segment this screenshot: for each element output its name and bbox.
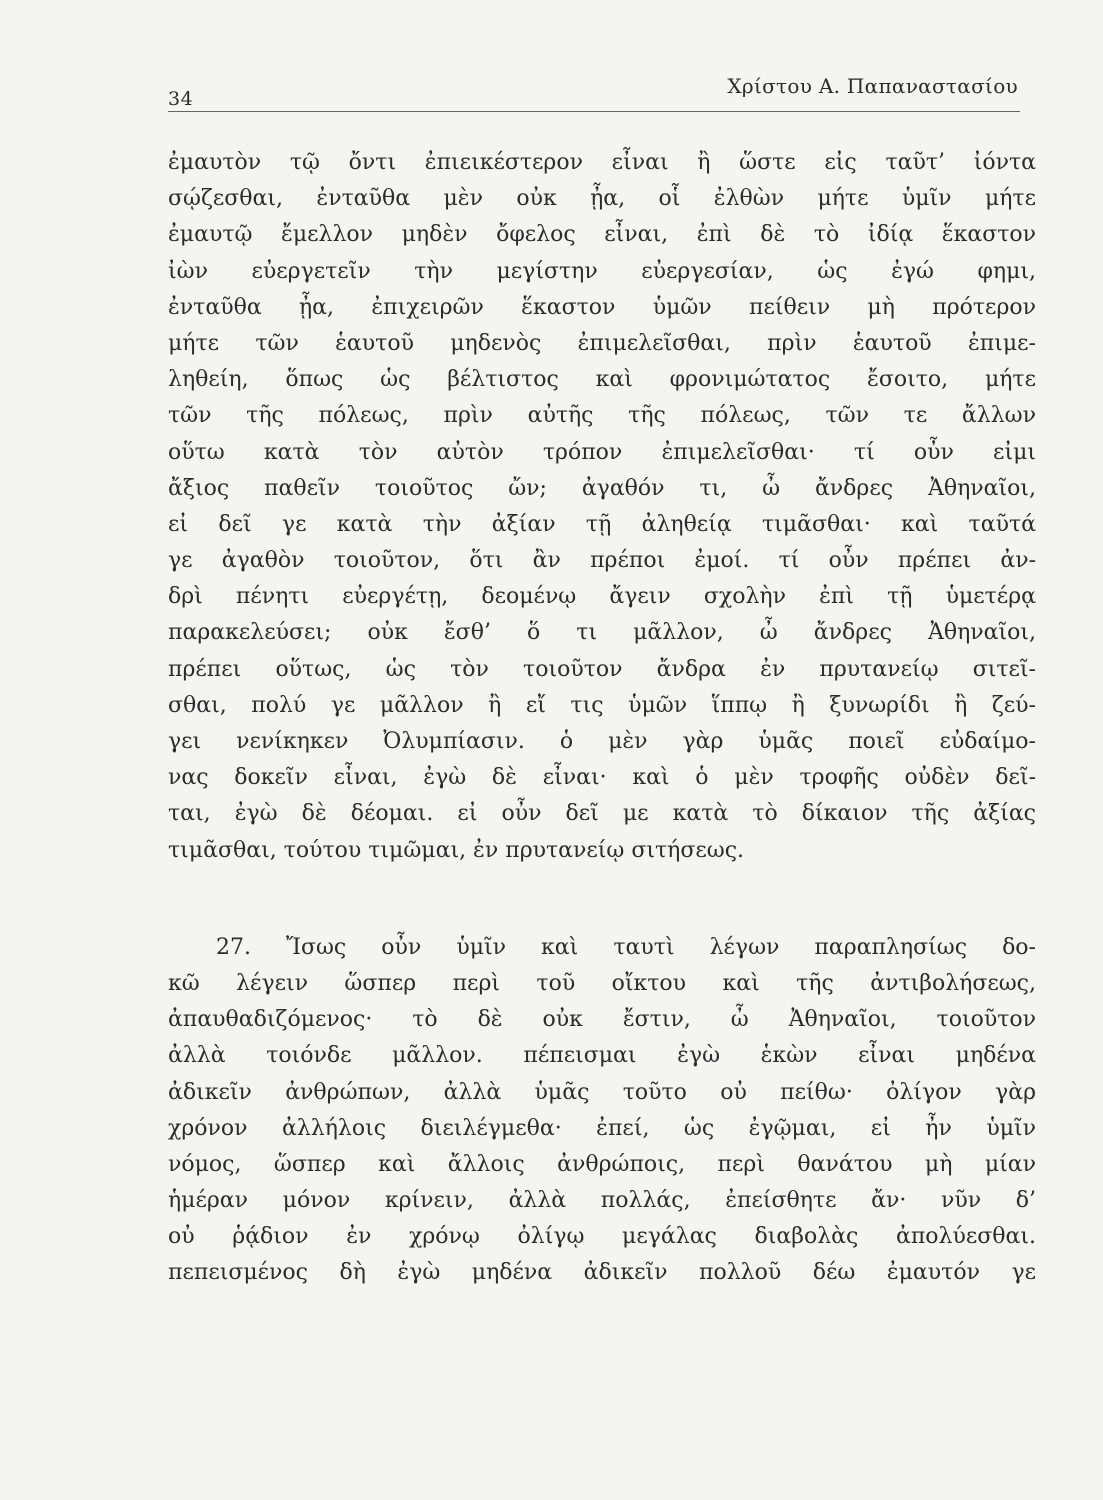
text-line: οὕτω κατὰ τὸν αὐτὸν τρόπον ἐπιμελεῖσθαι· τί οὖν εἰμι	[168, 439, 1036, 465]
text-line: ἀδικεῖν ἀνθρώπων, ἀλλὰ ὑμᾶς τοῦτο οὐ πείθω· ὀλίγον γὰρ	[168, 1079, 1036, 1105]
text-line: χρόνον ἀλλήλοις διειλέγμεθα· ἐπεί, ὡς ἐγῷμαι, εἰ ἦν ὑμῖν	[168, 1115, 1036, 1141]
text-line: γει νενίκηκεν Ὀλυμπίασιν. ὁ μὲν γὰρ ὑμᾶς ποιεῖ εὐδαίμο-	[168, 729, 1036, 754]
text-line: ἀπαυθαδιζόμενος· τὸ δὲ οὐκ ἔστιν, ὦ Ἀθηναῖοι, τοιοῦτον	[168, 1007, 1036, 1033]
running-title: Χρίστου Α. Παπαναστασίου	[727, 74, 1018, 98]
text-line: πεπεισμένος δὴ ἐγὼ μηδένα ἀδικεῖν πολλοῦ δέω ἐμαυτόν γε	[168, 1260, 1036, 1286]
text-line: 27. Ἴσως οὖν ὑμῖν καὶ ταυτὶ λέγων παραπλησίως δο-	[216, 934, 1036, 960]
text-line: τιμᾶσθαι, τούτου τιμῶμαι, ἐν πρυτανείῳ σιτήσεως.	[168, 837, 745, 863]
text-line: κῶ λέγειν ὥσπερ περὶ τοῦ οἴκτου καὶ τῆς ἀντιβολήσεως,	[168, 970, 1036, 996]
text-line: ἡμέραν μόνον κρίνειν, ἀλλὰ πολλάς, ἐπείσθητε ἄν· νῦν δ’	[168, 1188, 1036, 1214]
page-header	[168, 68, 1040, 108]
text-line: νόμος, ὥσπερ καὶ ἄλλοις ἀνθρώποις, περὶ θανάτου μὴ μίαν	[168, 1151, 1036, 1177]
text-line: μήτε τῶν ἑαυτοῦ μηδενὸς ἐπιμελεῖσθαι, πρὶν ἑαυτοῦ ἐπιμε-	[168, 330, 1036, 356]
text-line: πρέπει οὕτως, ὡς τὸν τοιοῦτον ἄνδρα ἐν πρυτανείῳ σιτεῖ-	[168, 656, 1036, 682]
text-line: γε ἀγαθὸν τοιοῦτον, ὅτι ἂν πρέποι ἐμοί. τί οὖν πρέπει ἀν-	[168, 548, 1036, 574]
text-line: δρὶ πένητι εὐεργέτῃ, δεομένῳ ἄγειν σχολὴν ἐπὶ τῇ ὑμετέρᾳ	[168, 584, 1036, 610]
body-text	[168, 145, 1036, 1292]
header-rule	[168, 111, 1020, 112]
text-line: παρακελεύσει; οὐκ ἔσθ’ ὅ τι μᾶλλον, ὦ ἄνδρες Ἀθηναῖοι,	[168, 620, 1036, 646]
text-line: σθαι, πολύ γε μᾶλλον ἢ εἴ τις ὑμῶν ἵππῳ ἢ ξυνωρίδι ἢ ζεύ-	[168, 692, 1036, 718]
text-line: ἐμαυτὸν τῷ ὄντι ἐπιεικέστερον εἶναι ἢ ὥστε εἰς ταῦτ’ ἰόντα	[168, 150, 1036, 175]
text-line: σῴζεσθαι, ἐνταῦθα μὲν οὐκ ᾖα, οἷ ἐλθὼν μήτε ὑμῖν μήτε	[168, 186, 1036, 212]
text-line: οὐ ῥᾴδιον ἐν χρόνῳ ὀλίγῳ μεγάλας διαβολὰς ἀπολύεσθαι.	[168, 1224, 1036, 1250]
text-line: εἰ δεῖ γε κατὰ τὴν ἀξίαν τῇ ἀληθείᾳ τιμᾶσθαι· καὶ ταῦτά	[168, 511, 1036, 537]
page-number: 34	[168, 88, 194, 110]
text-line: τῶν τῆς πόλεως, πρὶν αὐτῆς τῆς πόλεως, τῶν τε ἄλλων	[168, 403, 1036, 429]
text-line: ἀλλὰ τοιόνδε μᾶλλον. πέπεισμαι ἐγὼ ἑκὼν εἶναι μηδένα	[168, 1043, 1036, 1069]
paragraph-1	[168, 145, 1036, 869]
paragraph-gap	[168, 869, 1036, 930]
paragraph-2	[168, 930, 1036, 1292]
text-line: ληθείη, ὅπως ὡς βέλτιστος καὶ φρονιμώτατος ἔσοιτο, μήτε	[168, 367, 1036, 393]
text-line: ἐμαυτῷ ἔμελλον μηδὲν ὄφελος εἶναι, ἐπὶ δὲ τὸ ἰδίᾳ ἕκαστον	[168, 222, 1036, 248]
text-line: ἐνταῦθα ᾖα, ἐπιχειρῶν ἕκαστον ὑμῶν πείθειν μὴ πρότερον	[168, 294, 1036, 320]
text-line: ἄξιος παθεῖν τοιοῦτος ὤν; ἀγαθόν τι, ὦ ἄνδρες Ἀθηναῖοι,	[168, 475, 1036, 501]
text-line: ται, ἐγὼ δὲ δέομαι. εἰ οὖν δεῖ με κατὰ τὸ δίκαιον τῆς ἀξίας	[168, 801, 1036, 827]
text-line: ἰὼν εὐεργετεῖν τὴν μεγίστην εὐεργεσίαν, ὡς ἐγώ φημι,	[168, 258, 1036, 284]
text-line: νας δοκεῖν εἶναι, ἐγὼ δὲ εἶναι· καὶ ὁ μὲν τροφῆς οὐδὲν δεῖ-	[168, 765, 1036, 791]
